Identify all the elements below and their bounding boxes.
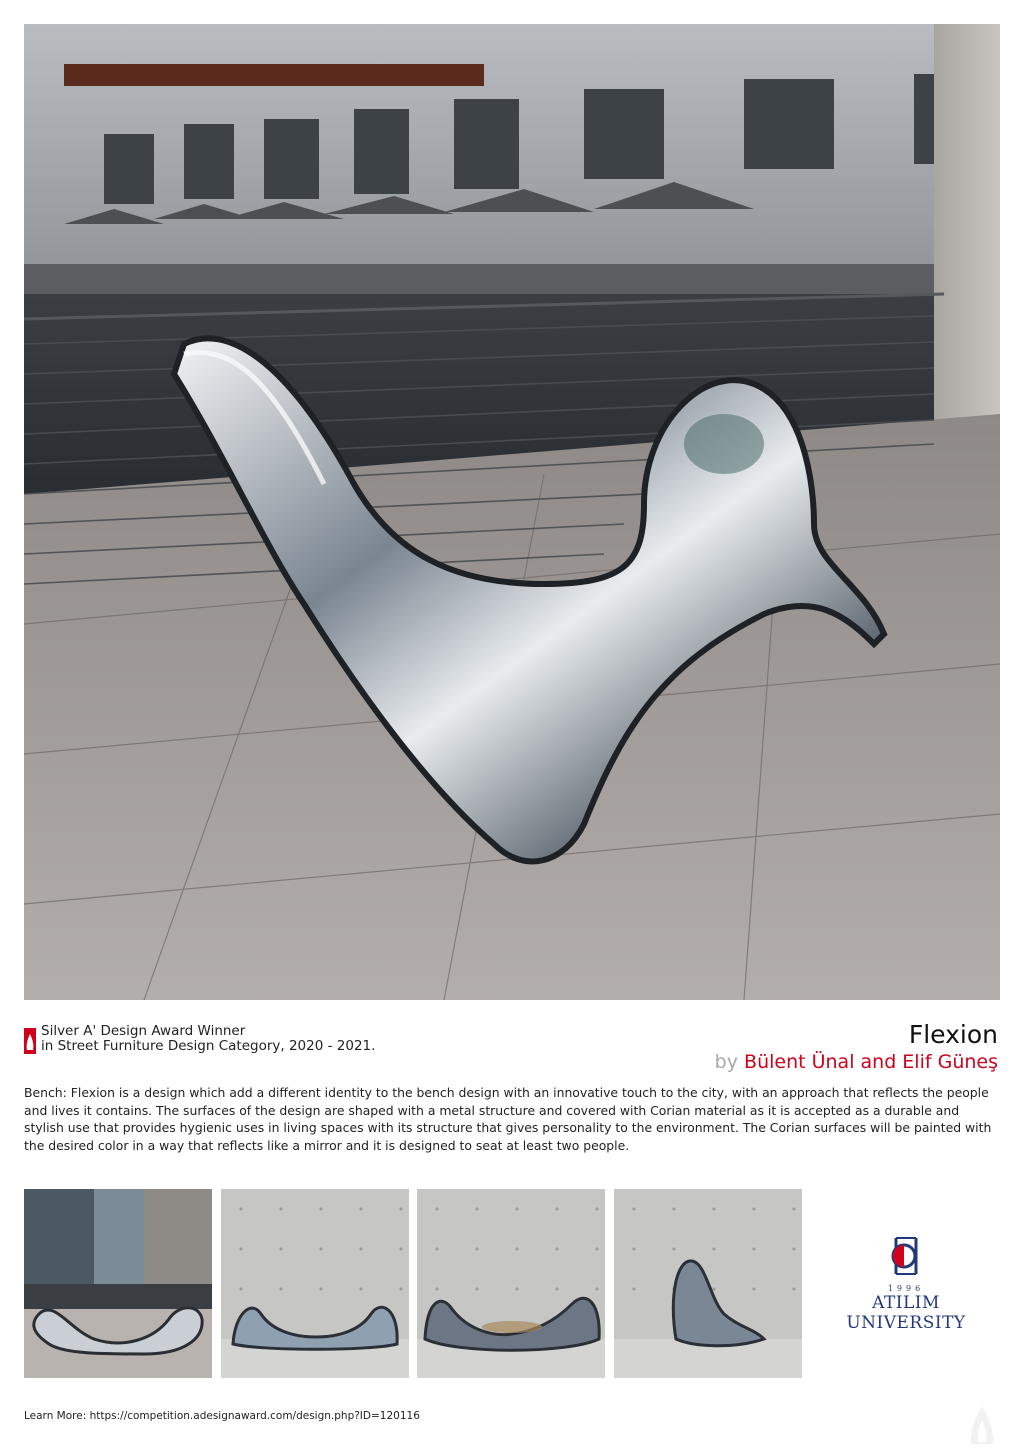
gallery-image-4 xyxy=(614,1189,802,1378)
authors: Bülent Ünal and Elif Güneş xyxy=(744,1051,998,1073)
award-title: Silver A' Design Award Winner xyxy=(41,1023,246,1039)
university-year: 1996 xyxy=(887,1284,925,1293)
gallery-image-1 xyxy=(24,1189,212,1378)
gallery-image-2 xyxy=(221,1189,409,1378)
hero-image xyxy=(24,24,1000,1000)
design-byline xyxy=(715,1050,998,1074)
watermark-logo-icon xyxy=(964,1402,1000,1448)
by-label: by xyxy=(714,1051,738,1073)
university-name-line2: UNIVERSITY xyxy=(846,1313,966,1333)
design-description: Bench: Flexion is a design which add a different identity to the bench design with an innovative touch to the city, with an approach that reflects the people and lives it contains. The surfaces of the design are shaped with a metal structure and covered with Corian material as it is accepted as a durable and stylish use that provides hygienic uses in living spaces with its structure that gives personality to the environment. The Corian surfaces will be painted with the desired color in a way that reflects like a mirror and it is designed to seat at least two people. xyxy=(24,1085,992,1153)
award-block xyxy=(24,1024,375,1054)
learn-more-link[interactable]: Learn More: https://competition.adesignaward.com/design.php?ID=120116 xyxy=(24,1410,420,1422)
award-category: in Street Furniture Design Category, 2020 - 2021. xyxy=(41,1038,376,1054)
design-title-block xyxy=(715,1020,998,1074)
university-logo xyxy=(836,1236,976,1333)
design-name: Flexion xyxy=(908,1020,998,1049)
gallery-image-3 xyxy=(417,1189,605,1378)
award-logo-icon xyxy=(24,1028,36,1054)
university-name-line1: ATILIM xyxy=(872,1293,940,1313)
university-emblem-icon xyxy=(882,1236,930,1278)
